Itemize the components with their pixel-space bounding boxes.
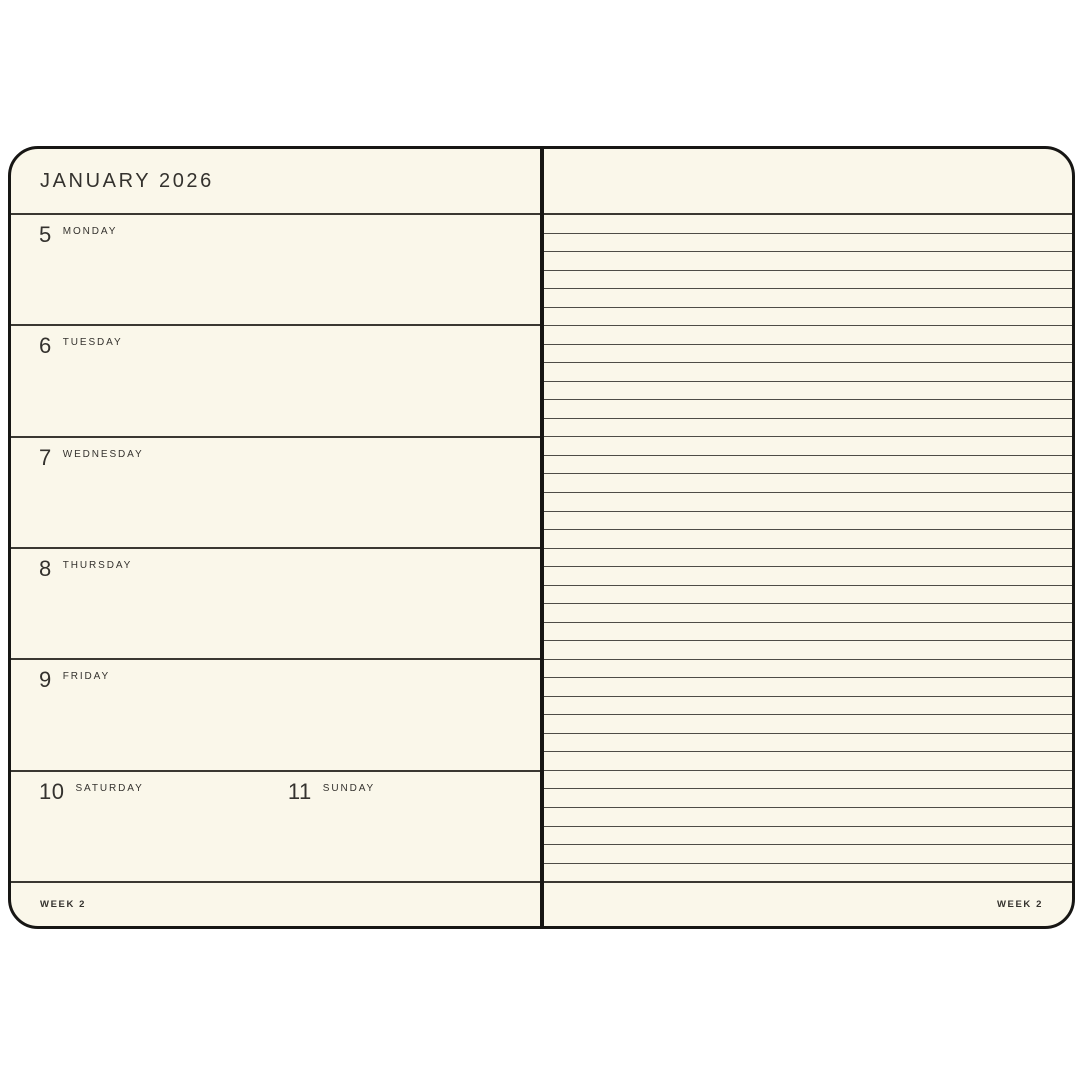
ruled-line-cell <box>544 808 1073 827</box>
ruled-line-cell <box>544 400 1073 419</box>
day-number: 9 <box>39 667 52 693</box>
ruled-line-cell <box>544 623 1073 642</box>
right-footer-band <box>544 881 1073 926</box>
ruled-line-cell <box>544 845 1073 864</box>
day-row-wednesday <box>11 436 540 547</box>
day-number: 7 <box>39 444 52 470</box>
ruled-line-cell <box>544 734 1073 753</box>
day-number: 8 <box>39 555 52 581</box>
ruled-line-cell <box>544 363 1073 382</box>
day-name: SATURDAY <box>75 782 144 794</box>
day-name: MONDAY <box>62 226 118 237</box>
day-row-monday <box>11 215 540 324</box>
ruled-line-cell <box>544 437 1073 456</box>
ruled-line-cell <box>544 586 1073 605</box>
ruled-line-cell <box>544 456 1073 475</box>
day-entry <box>39 555 133 581</box>
ruled-line-cell <box>544 419 1073 438</box>
ruled-line-cell <box>544 308 1073 327</box>
ruled-lines <box>544 215 1073 881</box>
day-entry <box>39 669 110 691</box>
ruled-line-cell <box>544 493 1073 512</box>
day-name: SUNDAY <box>322 782 376 794</box>
ruled-line-cell <box>544 864 1073 882</box>
day-name: TUESDAY <box>62 337 123 349</box>
day-entry-sunday <box>287 778 376 804</box>
ruled-line-cell <box>544 271 1073 290</box>
ruled-line-cell <box>544 604 1073 623</box>
day-row-friday <box>11 658 540 769</box>
left-page <box>11 149 540 926</box>
day-entry <box>39 224 117 246</box>
ruled-line-cell <box>544 382 1073 401</box>
week-number-label: WEEK 2 <box>996 899 1043 910</box>
left-footer-band <box>11 881 540 926</box>
day-name: THURSDAY <box>62 559 133 571</box>
ruled-line-cell <box>544 289 1073 308</box>
week-number-label: WEEK 2 <box>40 899 87 910</box>
ruled-line-cell <box>544 234 1073 253</box>
day-rows <box>11 215 540 881</box>
weekly-planner-spread <box>8 146 1075 929</box>
day-entry <box>39 335 123 357</box>
right-header-band <box>544 149 1073 215</box>
ruled-line-cell <box>544 660 1073 679</box>
ruled-line-cell <box>544 827 1073 846</box>
ruled-line-cell <box>544 752 1073 771</box>
day-number: 5 <box>39 222 52 247</box>
ruled-line-cell <box>544 641 1073 660</box>
ruled-line-cell <box>544 252 1073 271</box>
ruled-line-cell <box>544 215 1073 234</box>
ruled-line-cell <box>544 567 1073 586</box>
month-header-band <box>11 149 540 215</box>
day-name: WEDNESDAY <box>62 448 144 460</box>
day-entry-saturday <box>39 778 144 804</box>
ruled-line-cell <box>544 326 1073 345</box>
ruled-line-cell <box>544 789 1073 808</box>
ruled-line-cell <box>544 474 1073 493</box>
ruled-line-cell <box>544 678 1073 697</box>
day-row-thursday <box>11 547 540 658</box>
day-number: 10 <box>39 778 65 804</box>
day-row-weekend <box>11 770 540 881</box>
day-number: 11 <box>287 778 312 804</box>
right-page <box>544 149 1073 926</box>
ruled-line-cell <box>544 549 1073 568</box>
day-name: FRIDAY <box>62 671 111 683</box>
ruled-line-cell <box>544 771 1073 790</box>
page-title: JANUARY 2026 <box>40 169 214 192</box>
ruled-line-cell <box>544 715 1073 734</box>
ruled-line-cell <box>544 530 1073 549</box>
day-entry <box>39 444 144 470</box>
day-number: 6 <box>39 333 52 359</box>
ruled-line-cell <box>544 345 1073 364</box>
ruled-line-cell <box>544 512 1073 531</box>
day-row-tuesday <box>11 324 540 435</box>
ruled-line-cell <box>544 697 1073 716</box>
